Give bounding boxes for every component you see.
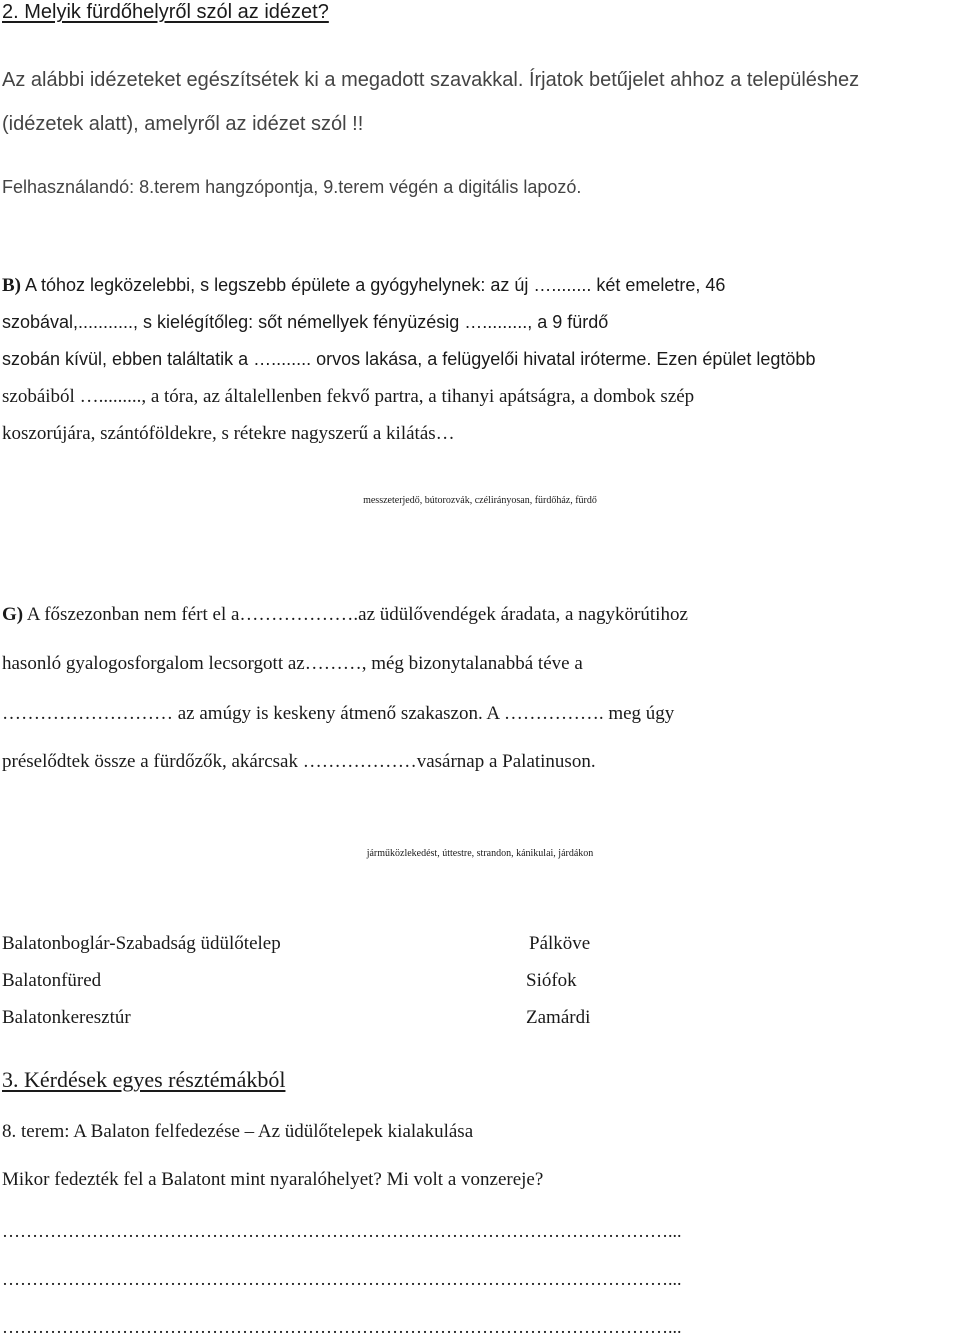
- quote-g-line-2: hasonló gyalogosforgalom lecsorgott az………, még bizonytalanabbá téve a: [2, 653, 583, 674]
- answer-line-2[interactable]: …………………………………………………………………………………………………...: [2, 1269, 682, 1289]
- instructions-line-1: Az alábbi idézeteket egészítsétek ki a megadott szavakkal. Írjatok betűjelet ahhoz a településhez: [2, 69, 860, 91]
- quote-b-word-bank: messzeterjedő, bútorozvák, czélirányosan, fürdőház, fürdő: [363, 495, 597, 506]
- place-right-1: Pálköve: [529, 933, 591, 954]
- instructions-line-2: (idézetek alatt), amelyről az idézet szól !!: [2, 113, 364, 135]
- quote-g-line-1-text: A főszezonban nem fért el a……………….az üdülővendégek áradata, a nagykörútihoz: [23, 604, 688, 625]
- place-left-2: Balatonfüred: [2, 970, 102, 991]
- quote-g-word-bank: járműközlekedést, úttestre, strandon, kánikulai, járdákon: [366, 848, 594, 859]
- quote-g-line-1: [2, 605, 688, 624]
- place-right-3: Zamárdi: [526, 1007, 591, 1028]
- resources-note: Felhasználandó: 8.terem hangzópontja, 9.terem végén a digitális lapozó.: [2, 177, 582, 197]
- place-right-2: Siófok: [526, 970, 577, 991]
- quote-b-line-1-text: A tóhoz legközelebbi, s legszebb épülete a gyógyhelynek: az új …........ két emeletre, 46: [21, 275, 726, 295]
- place-left-1: Balatonboglár-Szabadság üdülőtelep: [2, 933, 281, 954]
- quote-g-letter: G): [2, 604, 24, 625]
- answer-line-1[interactable]: …………………………………………………………………………………………………...: [2, 1221, 682, 1241]
- place-left-3: Balatonkeresztúr: [2, 1007, 131, 1028]
- quote-g-line-3: ……………………… az amúgy is keskeny átmenő szakaszon. A ……………. meg úgy: [2, 703, 675, 724]
- section-3-heading: 3. Kérdések egyes résztémákból: [2, 1067, 286, 1092]
- quote-b-line-1: [2, 276, 725, 295]
- quote-b-line-2: szobával,..........., s kielégítőleg: sőt némellyek fényüzésig …........., a 9 fürdő: [2, 312, 609, 332]
- quote-b-letter: B): [2, 275, 21, 296]
- room-8-title: 8. terem: A Balaton felfedezése – Az üdülőtelepek kialakulása: [2, 1121, 474, 1142]
- quote-b-line-3: szobán kívül, ebben találtatik a …........ orvos lakása, a felügyelői hivatal iróterme. Ezen épület legtöbb: [2, 349, 816, 369]
- quote-b-line-4: szobáiból …........., a tóra, az általellenben fekvő partra, a tihanyi apátságra, a dombok szép: [2, 386, 695, 407]
- quote-b-line-5: koszorújára, szántóföldekre, s rétekre nagyszerű a kilátás…: [2, 423, 455, 444]
- question-text: Mikor fedezték fel a Balatont mint nyaralóhelyet? Mi volt a vonzereje?: [2, 1169, 544, 1190]
- section-2-heading: 2. Melyik fürdőhelyről szól az idézet?: [2, 1, 329, 23]
- quote-g-line-4: préselődtek össze a fürdőzők, akárcsak ………………vasárnap a Palatinuson.: [2, 751, 596, 772]
- answer-line-3[interactable]: …………………………………………………………………………………………………...: [2, 1317, 682, 1337]
